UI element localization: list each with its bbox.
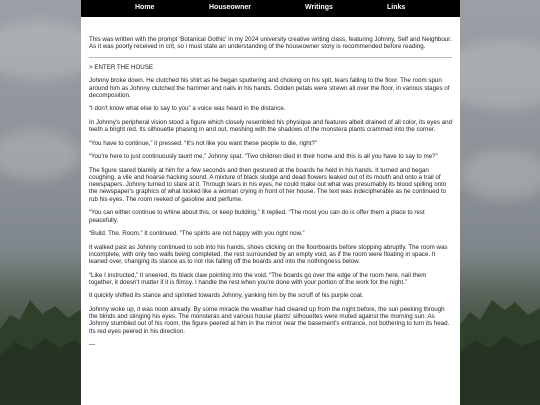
top-nav-bar [81, 0, 460, 17]
story-paragraph: “You have to continue,” it pressed. “It's not like you want these people to die, right?” [89, 139, 317, 147]
story-content-panel [81, 17, 460, 405]
nav-houseowner-link[interactable]: Houseowner [209, 4, 252, 11]
scene-break: — [89, 341, 96, 349]
story-paragraph: It walked past as Johnny continued to sob into his hands, shoes clicking on the floorboards before stopping abruptly. The room was incomplete, with only two walls being completed, the rest surrounded by an empty void, as if the room were floating in space. It leaned over, changing its stance as to not risk falling off the boards and into the nothingness below. [89, 243, 448, 266]
story-paragraph: “You're here to just continuously taunt me,” Johnny spat. “Two children died in their home and this is all you have to say to me?” [89, 153, 438, 161]
sky-cloud [460, 150, 540, 200]
story-paragraph: Johnny broke down. He clutched his shirt as he began sputtering and choking on his spit, tears falling to the floor. The room spun around him as Johnny clutched the hammer and nails in his hands. Golden petals were strewn all over the floor, in various stages of decomposition. [89, 77, 450, 99]
story-paragraph: “Like I instructed,” It sneered, its black claw pointing into the void. “The boards go over the edge of the room here, nail them together, it doesn't matter if it is flimsy. I handle the rest when you're done with your portion of the work for the night.” [89, 271, 427, 286]
story-paragraph: It quickly shifted its stance and sprinted towards Johnny, yanking him by the scruff of his purple coat. [89, 292, 364, 300]
story-paragraph: The figure stared blankly at him for a few seconds and then gestured at the boards he held in his hands. It turned and began coughing, a vile and hoarse hacking sound. A mixture of black sludge and dead flowers leaked out of its mouth and onto a trail of newspapers. Johnny turned to stare at it. Through tears in his eyes, he could make out what was presumably its blood spilling onto the newspaper's graphics of what looked like a woman crying in front of her house. The text was indecipherable as he continued to rub his eyes. The room reeked of gasoline and perfume. [89, 166, 447, 203]
section-divider [89, 57, 452, 58]
nav-home-link[interactable]: Home [135, 4, 155, 11]
story-paragraph: “Build. The. Room.” It continued. “The spirits are not happy with you right now.” [89, 230, 305, 238]
nav-writings-link[interactable]: Writings [305, 4, 333, 11]
story-paragraph: “I don't know what else to say to you” a voice was heard in the distance. [89, 105, 286, 113]
story-paragraph: “You can either continue to whine about this, or keep building,” It replied. “The most you can do is offer them a place to rest peacefully. [89, 209, 425, 224]
nav-links-link[interactable]: Links [387, 4, 406, 11]
sky-cloud [0, 130, 80, 180]
story-paragraph: In Johnny's peripheral vision stood a figure which closely resembled his physique and features albeit drained of all color, its eyes and teeth a bright red. Its silhouette phasing in and out, meshing with the shadows of the monstera plants crammed into the corner. [89, 118, 453, 134]
intro-note: This was written with the prompt 'Botanical Gothic' in my 2024 university creative writing class, featuring Johnny, Self and Neighbour. As it was poorly received in crit, so i must state an understanding of the houseowner story is recommended before reading. [89, 36, 452, 51]
story-paragraph: Johnny woke up, it was noon already. By some miracle the weather had cleared up from the night before, the sun peeking through the blinds and stinging his eyes. The monsteras and various house plants' silhouettes were muted against the morning sun. As Johnny stumbled out of his room, the figure peered at him in the mirror near the basement's entrance, not bothering to turn its head. Its red eyes peered in his direction. [89, 305, 450, 335]
section-heading: > ENTER THE HOUSE [89, 63, 154, 71]
